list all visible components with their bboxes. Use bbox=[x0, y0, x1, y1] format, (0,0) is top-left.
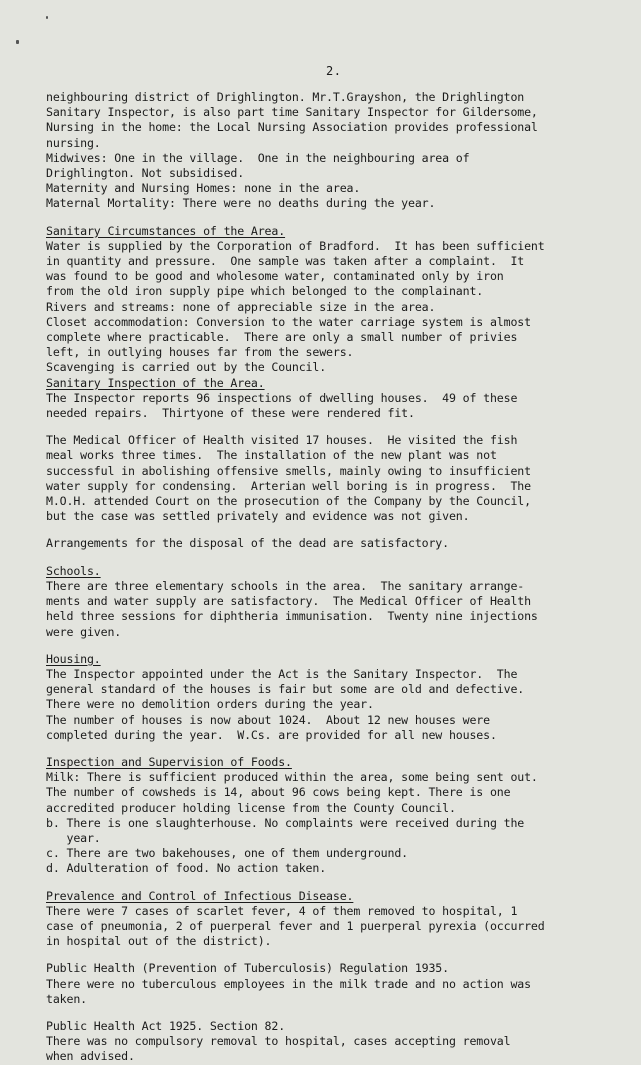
section-block bbox=[46, 564, 641, 640]
text-line: from the old iron supply pipe which belonged to the complainant. bbox=[46, 284, 484, 299]
text-line: neighbouring district of Drighlington. Mr.T.Grayshon, the Drighlington bbox=[46, 90, 525, 104]
text-line: Milk: There is sufficient produced within the area, some being sent out. bbox=[46, 770, 538, 785]
text-line: Rivers and streams: none of appreciable size in the area. bbox=[46, 299, 436, 314]
text-line: in hospital out of the district). bbox=[46, 934, 272, 949]
section-spacer bbox=[46, 421, 641, 433]
text-line: when advised. bbox=[46, 1049, 135, 1064]
text-line: Drighlington. Not subsidised. bbox=[46, 166, 245, 181]
text-line: Midwives: One in the village. One in the neighbouring area of bbox=[46, 150, 470, 165]
text-line: There was no compulsory removal to hospital, cases accepting removal bbox=[46, 1034, 511, 1049]
text-line: There were no tuberculous employees in the milk trade and no action was bbox=[46, 976, 531, 991]
text-line: The Medical Officer of Health visited 17 houses. He visited the fish bbox=[46, 433, 518, 448]
section-block bbox=[46, 1019, 641, 1065]
section-spacer bbox=[46, 1007, 641, 1019]
text-line: Arrangements for the disposal of the dead are satisfactory. bbox=[46, 536, 449, 551]
text-line: Public Health Act 1925. Section 82. bbox=[46, 1018, 286, 1033]
text-line: in quantity and pressure. One sample was taken after a complaint. It bbox=[46, 254, 525, 269]
text-line: year. bbox=[46, 830, 101, 845]
text-line: The number of cowsheds is 14, about 96 cows being kept. There is one bbox=[46, 785, 511, 800]
section-spacer bbox=[46, 743, 641, 755]
text-line: Sanitary Inspector, is also part time Sanitary Inspector for Gildersome, bbox=[46, 105, 538, 120]
text-line: meal works three times. The installation of the new plant was not bbox=[46, 448, 497, 463]
text-line: were given. bbox=[46, 624, 122, 639]
text-line: held three sessions for diphtheria immunisation. Twenty nine injections bbox=[46, 609, 538, 624]
section-heading: Housing. bbox=[46, 651, 101, 666]
page-number: 2. bbox=[326, 64, 342, 78]
section-block bbox=[46, 224, 641, 376]
section-heading: Schools. bbox=[46, 563, 101, 578]
text-line: The number of houses is now about 1024. About 12 new houses were bbox=[46, 712, 490, 727]
section-spacer bbox=[46, 552, 641, 564]
text-line: There were no demolition orders during the year. bbox=[46, 697, 374, 712]
text-line: Scavenging is carried out by the Council. bbox=[46, 360, 327, 375]
text-line: needed repairs. Thirtyone of these were rendered fit. bbox=[46, 406, 415, 421]
document-body bbox=[46, 90, 641, 1065]
text-line: case of pneumonia, 2 of puerperal fever and 1 puerperal pyrexia (occurred bbox=[46, 918, 545, 933]
text-line: water supply for condensing. Arterian well boring is in progress. The bbox=[46, 478, 531, 493]
text-line: Nursing in the home: the Local Nursing Association provides professional bbox=[46, 120, 538, 135]
text-line: completed during the year. W.Cs. are provided for all new houses. bbox=[46, 727, 497, 742]
page-speck bbox=[16, 40, 19, 44]
text-line: nursing. bbox=[46, 135, 101, 150]
text-line: general standard of the houses is fair but some are old and defective. bbox=[46, 682, 525, 697]
section-spacer bbox=[46, 212, 641, 224]
text-line: M.O.H. attended Court on the prosecution of the Company by the Council, bbox=[46, 494, 531, 509]
text-line: There are three elementary schools in the area. The sanitary arrange- bbox=[46, 578, 525, 593]
section-spacer bbox=[46, 949, 641, 961]
section-spacer bbox=[46, 877, 641, 889]
text-line: was found to be good and wholesome water, contaminated only by iron bbox=[46, 269, 504, 284]
text-line: There were 7 cases of scarlet fever, 4 of them removed to hospital, 1 bbox=[46, 903, 518, 918]
text-line: Maternal Mortality: There were no deaths during the year. bbox=[46, 196, 436, 211]
text-line: accredited producer holding license from the County Council. bbox=[46, 800, 456, 815]
text-line: Maternity and Nursing Homes: none in the area. bbox=[46, 181, 361, 196]
text-line: The Inspector reports 96 inspections of dwelling houses. 49 of these bbox=[46, 390, 518, 405]
section-heading: Sanitary Inspection of the Area. bbox=[46, 375, 265, 390]
text-line: but the case was settled privately and evidence was not given. bbox=[46, 509, 470, 524]
section-block bbox=[46, 433, 641, 524]
section-block bbox=[46, 889, 641, 950]
text-line: b. There is one slaughterhouse. No complaints were received during the bbox=[46, 815, 525, 830]
section-block bbox=[46, 376, 641, 422]
section-block bbox=[46, 961, 641, 1007]
text-line: taken. bbox=[46, 991, 87, 1006]
text-line: complete where practicable. There are only a small number of privies bbox=[46, 330, 518, 345]
section-block bbox=[46, 90, 641, 212]
text-line: c. There are two bakehouses, one of them underground. bbox=[46, 846, 408, 861]
text-line: Water is supplied by the Corporation of Bradford. It has been sufficient bbox=[46, 238, 545, 253]
text-line: Public Health (Prevention of Tuberculosis) Regulation 1935. bbox=[46, 961, 449, 976]
section-spacer bbox=[46, 524, 641, 536]
section-block bbox=[46, 755, 641, 877]
section-spacer bbox=[46, 640, 641, 652]
section-block bbox=[46, 536, 641, 551]
text-line: left, in outlying houses far from the sewers. bbox=[46, 345, 354, 360]
section-heading: Inspection and Supervision of Foods. bbox=[46, 754, 292, 769]
page-speck bbox=[46, 16, 48, 19]
text-line: d. Adulteration of food. No action taken. bbox=[46, 861, 327, 876]
text-line: ments and water supply are satisfactory. The Medical Officer of Health bbox=[46, 594, 531, 609]
text-line: Closet accommodation: Conversion to the water carriage system is almost bbox=[46, 314, 531, 329]
section-heading: Sanitary Circumstances of the Area. bbox=[46, 223, 286, 238]
text-line: The Inspector appointed under the Act is the Sanitary Inspector. The bbox=[46, 666, 518, 681]
text-line: successful in abolishing offensive smells, mainly owing to insufficient bbox=[46, 463, 531, 478]
section-block bbox=[46, 652, 641, 743]
section-heading: Prevalence and Control of Infectious Disease. bbox=[46, 888, 354, 903]
